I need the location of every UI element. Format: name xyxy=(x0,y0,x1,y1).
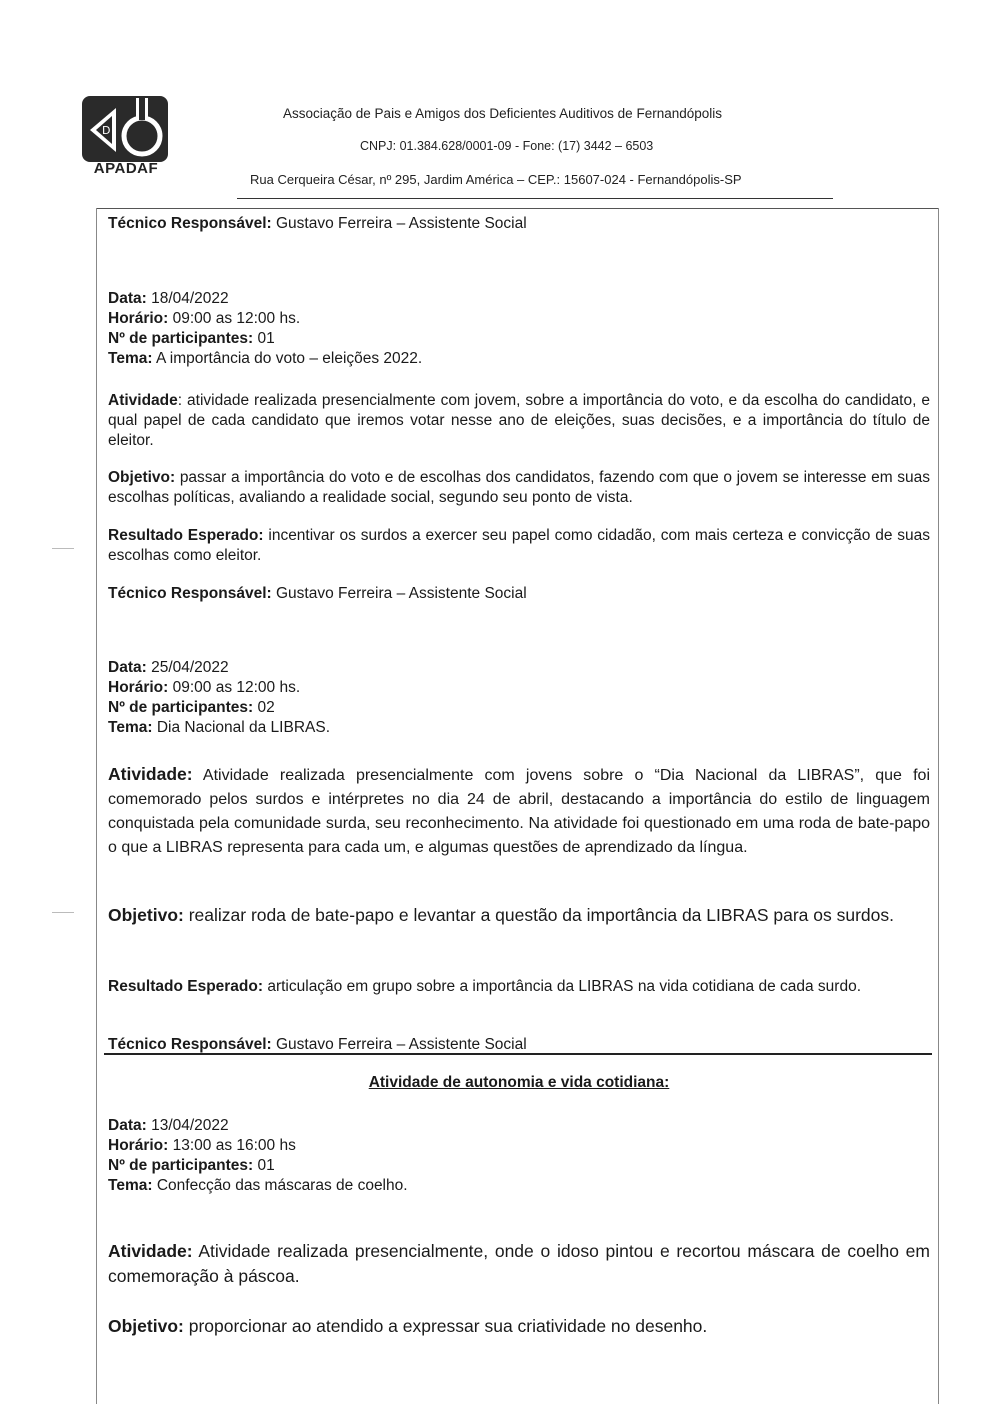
entry-1-atividade xyxy=(108,391,930,451)
resultado-text: articulação em grupo sobre a importância da LIBRAS na vida cotidiana de cada surdo. xyxy=(267,978,861,995)
address: Rua Cerqueira César, nº 295, Jardim América – CEP.: 15607-024 - Fernandópolis-SP xyxy=(250,172,742,187)
data-value: 13/04/2022 xyxy=(151,1117,229,1134)
frame-right-border xyxy=(938,208,939,1404)
atividade-text: Atividade realizada presencialmente com jovens sobre o “Dia Nacional da LIBRAS”, que foi comemorado pelos surdos e intérpretes no dia 24 de abril, destacando a importância do estilo de linguagem conquistada pela comunidade surda, seu reconhecimento. Na atividade foi questionado em uma roda de bate-papo o que a LIBRAS representa para cada um, e algumas questões de aprendizado da língua. xyxy=(108,767,931,856)
entry-1-meta xyxy=(108,289,930,369)
tema-label: Tema: xyxy=(108,350,153,367)
resultado-label: Resultado Esperado: xyxy=(108,527,264,544)
entry-2-resultado xyxy=(108,977,930,997)
entry-1-resultado xyxy=(108,526,930,566)
objetivo-text: passar a importância do voto e de escolhas dos candidatos, fazendo com que o jovem se interesse em suas escolhas políticas, avaliando a realidade social, segundo seu ponto de vista. xyxy=(108,469,930,506)
tema-value: Dia Nacional da LIBRAS. xyxy=(156,719,330,736)
data-label: Data: xyxy=(108,659,147,676)
entry-3-objetivo xyxy=(108,1314,930,1339)
horario-value: 09:00 as 12:00 hs. xyxy=(172,679,301,696)
entry-2-meta xyxy=(108,658,930,738)
entry-1-objetivo xyxy=(108,468,930,508)
organization-name: Associação de Pais e Amigos dos Deficientes Auditivos de Fernandópolis xyxy=(283,106,723,121)
objetivo-label: Objetivo: xyxy=(108,905,184,925)
margin-mark xyxy=(52,912,74,913)
atividade-label: Atividade: xyxy=(108,1241,193,1261)
entry-3-atividade xyxy=(108,1239,930,1289)
logo-text: APADAF xyxy=(93,160,159,177)
tecnico-value: Gustavo Ferreira – Assistente Social xyxy=(275,585,527,602)
entry-3-meta xyxy=(108,1116,930,1196)
participantes-label: Nº de participantes: xyxy=(108,330,254,347)
data-label: Data: xyxy=(108,1117,147,1134)
resultado-label: Resultado Esperado: xyxy=(108,978,264,995)
atividade-text: : atividade realizada presencialmente com jovem, sobre a importância do voto, e da escolha do candidato, e qual papel de cada candidato que iremos votar nesse ano de eleições, suas decisões, e a importância do título de eleitor. xyxy=(108,392,930,449)
tecnico-label: Técnico Responsável: xyxy=(108,1036,272,1053)
entry-2-objetivo xyxy=(108,903,930,928)
objetivo-label: Objetivo: xyxy=(108,1316,184,1336)
horario-value: 09:00 as 12:00 hs. xyxy=(172,310,301,327)
data-label: Data: xyxy=(108,290,147,307)
data-value: 18/04/2022 xyxy=(151,290,229,307)
margin-mark xyxy=(52,548,74,549)
frame-left-border xyxy=(96,208,97,1404)
participantes-value: 01 xyxy=(257,1157,275,1174)
data-value: 25/04/2022 xyxy=(151,659,229,676)
tecnico-line xyxy=(108,584,930,604)
objetivo-label: Objetivo: xyxy=(108,469,176,486)
participantes-value: 01 xyxy=(257,330,275,347)
tema-label: Tema: xyxy=(108,719,153,736)
tecnico-line xyxy=(108,214,930,234)
header-rule xyxy=(237,198,833,199)
participantes-label: Nº de participantes: xyxy=(108,1157,254,1174)
participantes-label: Nº de participantes: xyxy=(108,699,254,716)
tecnico-value: Gustavo Ferreira – Assistente Social xyxy=(275,1036,527,1053)
resultado-text: incentivar os surdos a exercer seu papel como cidadão, com mais certeza e convicção de suas escolhas como eleitor. xyxy=(108,527,930,564)
tema-value: A importância do voto – eleições 2022. xyxy=(155,350,423,367)
atividade-label: Atividade xyxy=(108,392,178,409)
section-divider xyxy=(104,1053,932,1055)
tecnico-value: Gustavo Ferreira – Assistente Social xyxy=(275,215,527,232)
letterhead xyxy=(0,0,992,205)
horario-label: Horário: xyxy=(108,1137,169,1154)
objetivo-text: realizar roda de bate-papo e levantar a questão da importância da LIBRAS para os surdos. xyxy=(188,905,895,925)
frame-top-border xyxy=(96,208,939,209)
horario-value: 13:00 as 16:00 hs xyxy=(172,1137,296,1154)
atividade-text: Atividade realizada presencialmente, onde o idoso pintou e recortou máscara de coelho em comemoração à páscoa. xyxy=(108,1241,930,1286)
tecnico-line xyxy=(108,1035,930,1055)
tema-label: Tema: xyxy=(108,1177,153,1194)
horario-label: Horário: xyxy=(108,310,169,327)
participantes-value: 02 xyxy=(257,699,275,716)
atividade-label: Atividade: xyxy=(108,764,193,784)
tema-value: Confecção das máscaras de coelho. xyxy=(156,1177,408,1194)
horario-label: Horário: xyxy=(108,679,169,696)
cnpj-phone: CNPJ: 01.384.628/0001-09 - Fone: (17) 3442 – 6503 xyxy=(360,139,654,153)
svg-text:D: D xyxy=(102,124,111,137)
entry-2-atividade xyxy=(108,762,930,860)
tecnico-label: Técnico Responsável: xyxy=(108,585,272,602)
section-title: Atividade de autonomia e vida cotidiana: xyxy=(368,1074,670,1091)
tecnico-label: Técnico Responsável: xyxy=(108,215,272,232)
objetivo-text: proporcionar ao atendido a expressar sua criatividade no desenho. xyxy=(188,1316,708,1336)
